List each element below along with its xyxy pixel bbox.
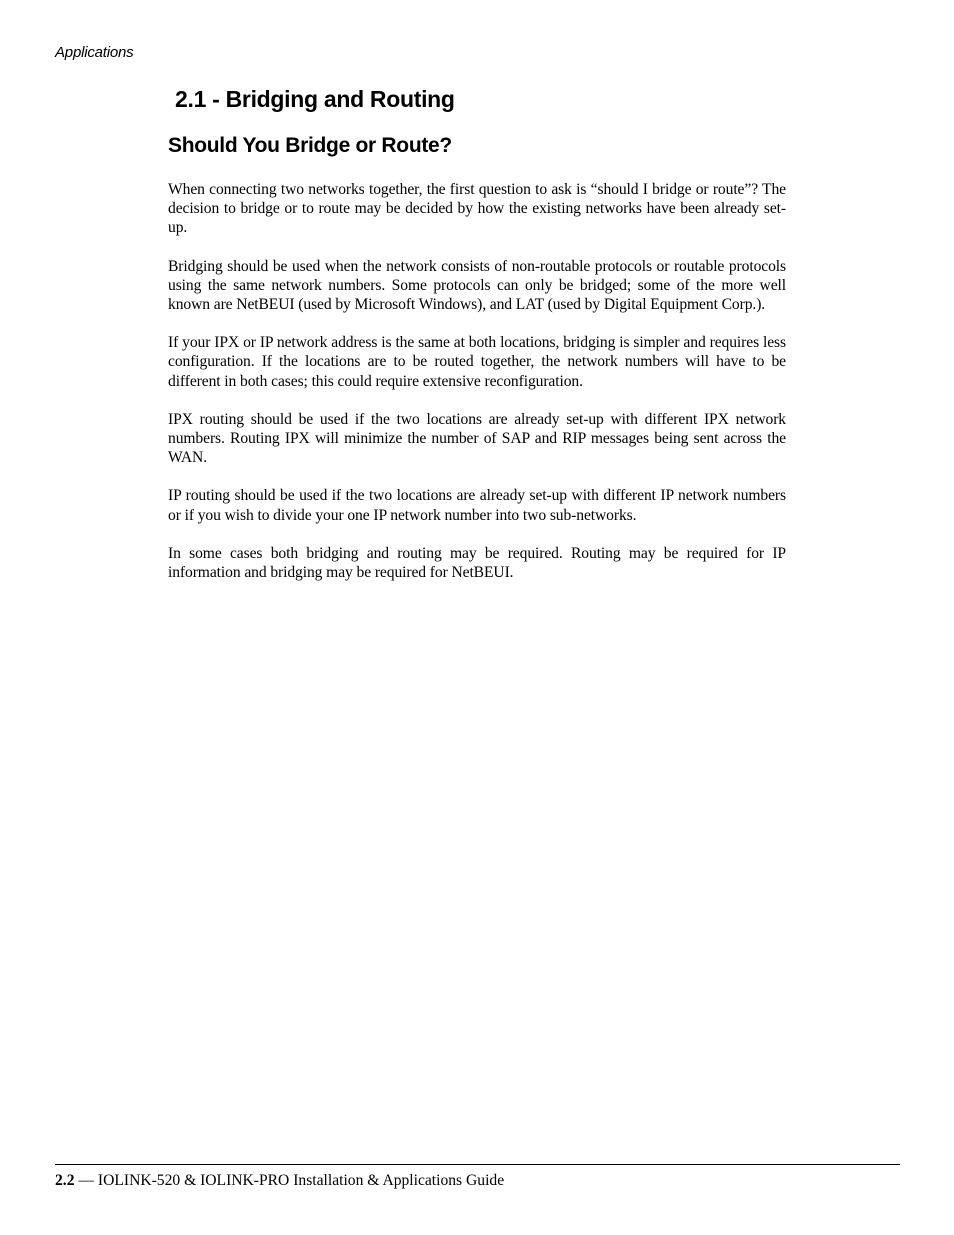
paragraph: If your IPX or IP network address is the same at both locations, bridging is simpler and requires less configuration. If the locations are to be routed together, the network numbers will have to be different in both cases; this could require extensive reconfiguration. bbox=[168, 334, 786, 390]
footer-guide-title: IOLINK-520 & IOLINK-PRO Installation & Applications Guide bbox=[97, 1172, 505, 1189]
page-number: 2.2 bbox=[55, 1172, 75, 1189]
paragraph: Bridging should be used when the network consists of non-routable protocols or routable protocols using the same network numbers. Some protocols can only be bridged; some of the more well known are NetBEUI (used by Microsoft Windows), and LAT (used by Digital Equipment Corp.). bbox=[168, 257, 786, 314]
paragraph: IPX routing should be used if the two locations are already set-up with different IPX network numbers. Routing IPX will minimize the number of SAP and RIP messages being sent across the WAN. bbox=[168, 410, 786, 467]
subsection-title: Should You Bridge or Route? bbox=[168, 134, 452, 157]
paragraph: IP routing should be used if the two locations are already set-up with different IP network numbers or if you wish to divide your one IP network number into two sub-networks. bbox=[168, 487, 786, 524]
page-footer bbox=[55, 1172, 504, 1190]
paragraph: In some cases both bridging and routing may be required. Routing may be required for IP information and bridging may be required for NetBEUI. bbox=[168, 544, 786, 582]
footer-divider bbox=[55, 1164, 900, 1165]
paragraph: When connecting two networks together, the first question to ask is “should I bridge or route”? The decision to bridge or to route may be decided by how the existing networks have been already set-up. bbox=[168, 181, 786, 237]
section-title: 2.1 - Bridging and Routing bbox=[175, 86, 455, 112]
body-text bbox=[168, 180, 786, 601]
running-head: Applications bbox=[55, 44, 134, 61]
footer-separator: — bbox=[74, 1172, 98, 1189]
